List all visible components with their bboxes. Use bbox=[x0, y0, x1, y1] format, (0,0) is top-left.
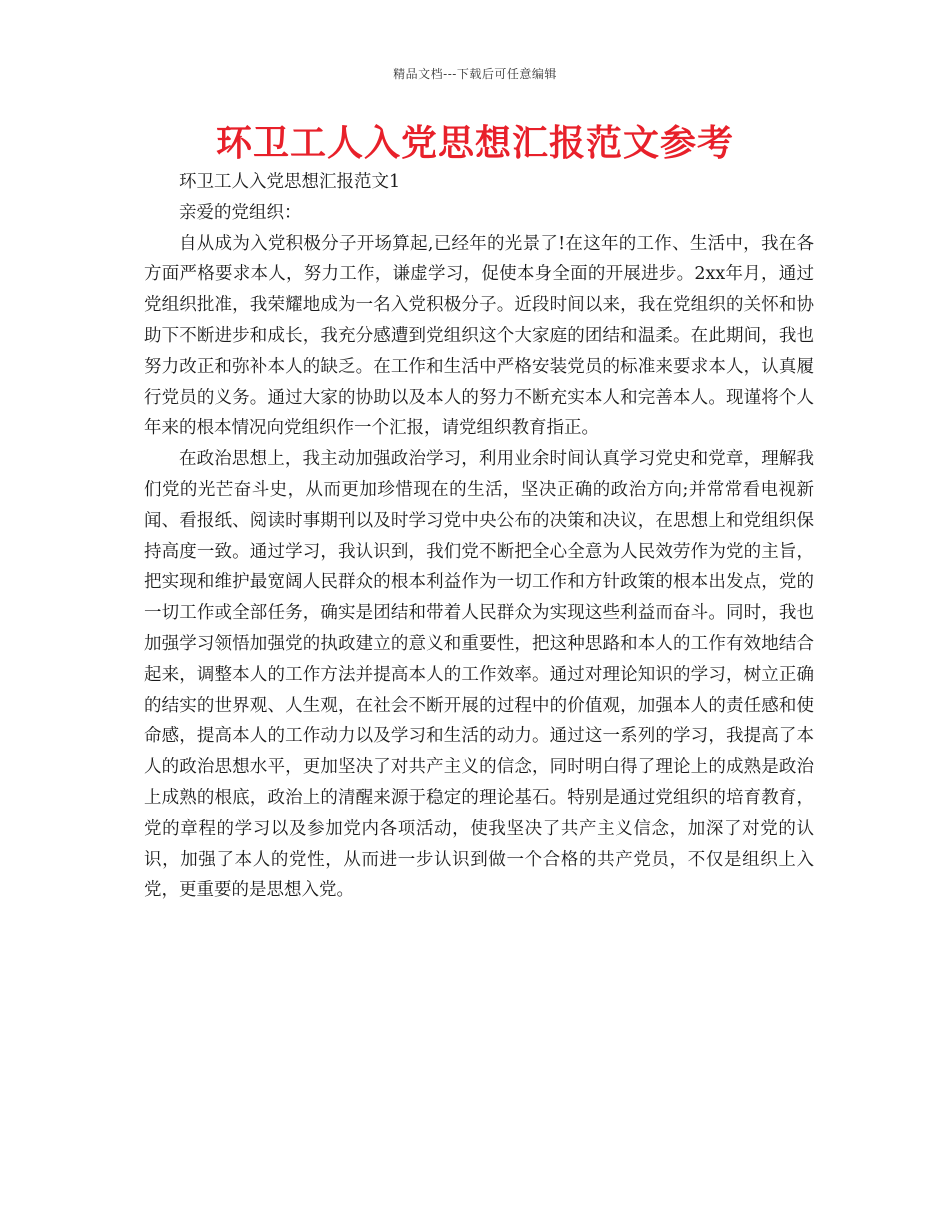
body-paragraph: 在政治思想上，我主动加强政治学习，利用业余时间认真学习党史和党章，理解我们党的光芒奋斗史，从而更加珍惜现在的生活，坚决正确的政治方向;并常常看电视新闻、看报纸、阅读时事期刊以及时学习党中央公布的决策和决议，在思想上和党组织保持高度一致。通过学习，我认识到，我们党不断把全心全意为人民效劳作为党的主旨，把实现和维护最宽阔人民群众的根本利益作为一切工作和方针政策的根本出发点，党的一切工作或全部任务，确实是团结和带着人民群众为实现这些利益而奋斗。同时，我也加强学习领悟加强党的执政建立的意义和重要性，把这种思路和本人的工作有效地结合起来，调整本人的工作方法并提高本人的工作效率。通过对理论知识的学习，树立正确的结实的世界观、人生观，在社会不断开展的过程中的价值观，加强本人的责任感和使命感，提高本人的工作动力以及学习和生活的动力。通过这一系列的学习，我提高了本人的政治思想水平，更加坚决了对共产主义的信念，同时明白得了理论上的成熟是政治上成熟的根底，政治上的清醒来源于稳定的理论基石。特别是通过党组织的培育教育，党的章程的学习以及参加党内各项活动，使我坚决了共产主义信念，加深了对党的认识，加强了本人的党性，从而进一步认识到做一个合格的共产党员，不仅是组织上入党，更重要的是思想入党。 bbox=[144, 449, 814, 901]
document-body bbox=[144, 167, 814, 906]
header-note: 精品文档---下载后可任意编辑 bbox=[393, 67, 557, 81]
subtitle-paragraph: 环卫工人入党思想汇报范文1 bbox=[179, 172, 401, 192]
document-title: 环卫工人入党思想汇报范文参考 bbox=[215, 123, 734, 164]
body-paragraph: 自从成为入党积极分子开场算起,已经年的光景了!在这年的工作、生活中，我在各方面严格要求本人，努力工作，谦虚学习，促使本身全面的开展进步。2xx年月，通过党组织批准，我荣耀地成为一名入党积极分子。近段时间以来，我在党组织的关怀和协助下不断进步和成长，我充分感遭到党组织这个大家庭的团结和温柔。在此期间，我也努力改正和弥补本人的缺乏。在工作和生活中严格安装党员的标准来要求本人，认真履行党员的义务。通过大家的协助以及本人的努力不断充实本人和完善本人。现谨将个人年来的根本情况向党组织作一个汇报，请党组织教育指正。 bbox=[144, 233, 814, 439]
salutation-paragraph: 亲爱的党组织： bbox=[179, 202, 302, 223]
